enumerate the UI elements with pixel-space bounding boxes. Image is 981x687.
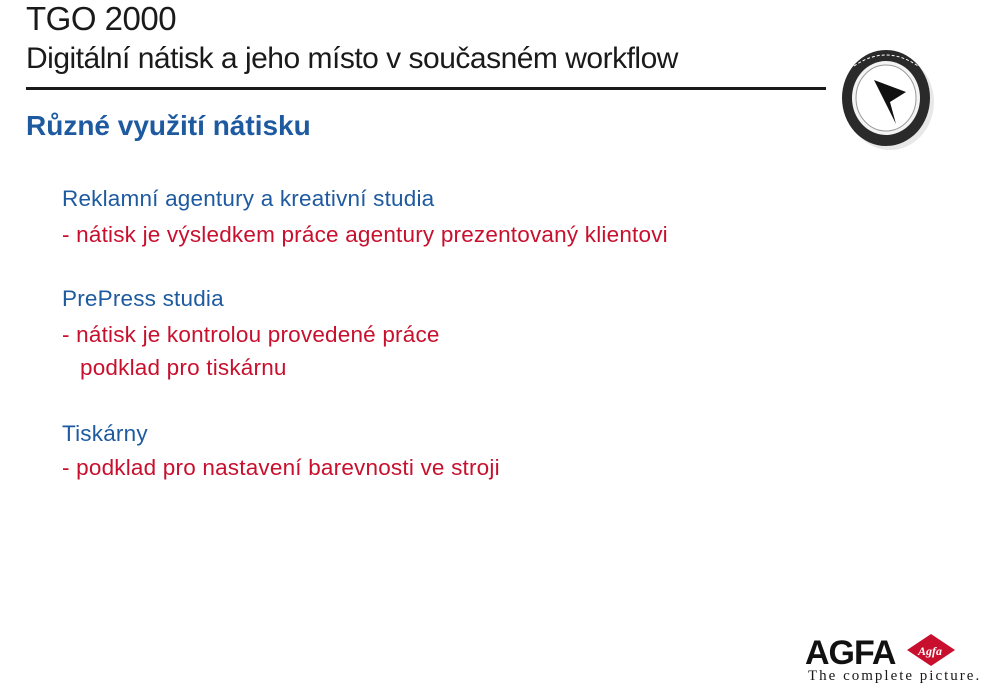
agfa-badge-text: Agfa (918, 644, 942, 658)
agfa-logo (805, 630, 955, 670)
item-title-printers: Tiskárny (62, 421, 148, 446)
section-heading: Různé využití nátisku (26, 110, 311, 141)
header-divider (26, 87, 826, 90)
item-line-prepress-2: podklad pro tiskárnu (80, 355, 287, 380)
item-title-prepress: PrePress studia (62, 286, 224, 311)
agfa-tagline: The complete picture. (808, 668, 981, 684)
agfa-wordmark: AGFA (805, 634, 896, 672)
item-line-prepress-1: - nátisk je kontrolou provedené práce (62, 322, 440, 347)
item-title-agencies: Reklamní agentury a kreativní studia (62, 186, 435, 211)
presentation-title: TGO 2000 (26, 0, 177, 37)
item-line-printers: - podklad pro nastavení barevnosti ve stroji (62, 455, 500, 480)
presentation-subtitle: Digitální nátisk a jeho místo v současném workflow (26, 42, 678, 75)
digital-proofing-badge-icon (838, 40, 938, 155)
item-line-agencies: - nátisk je výsledkem práce agentury prezentovaný klientovi (62, 222, 668, 247)
